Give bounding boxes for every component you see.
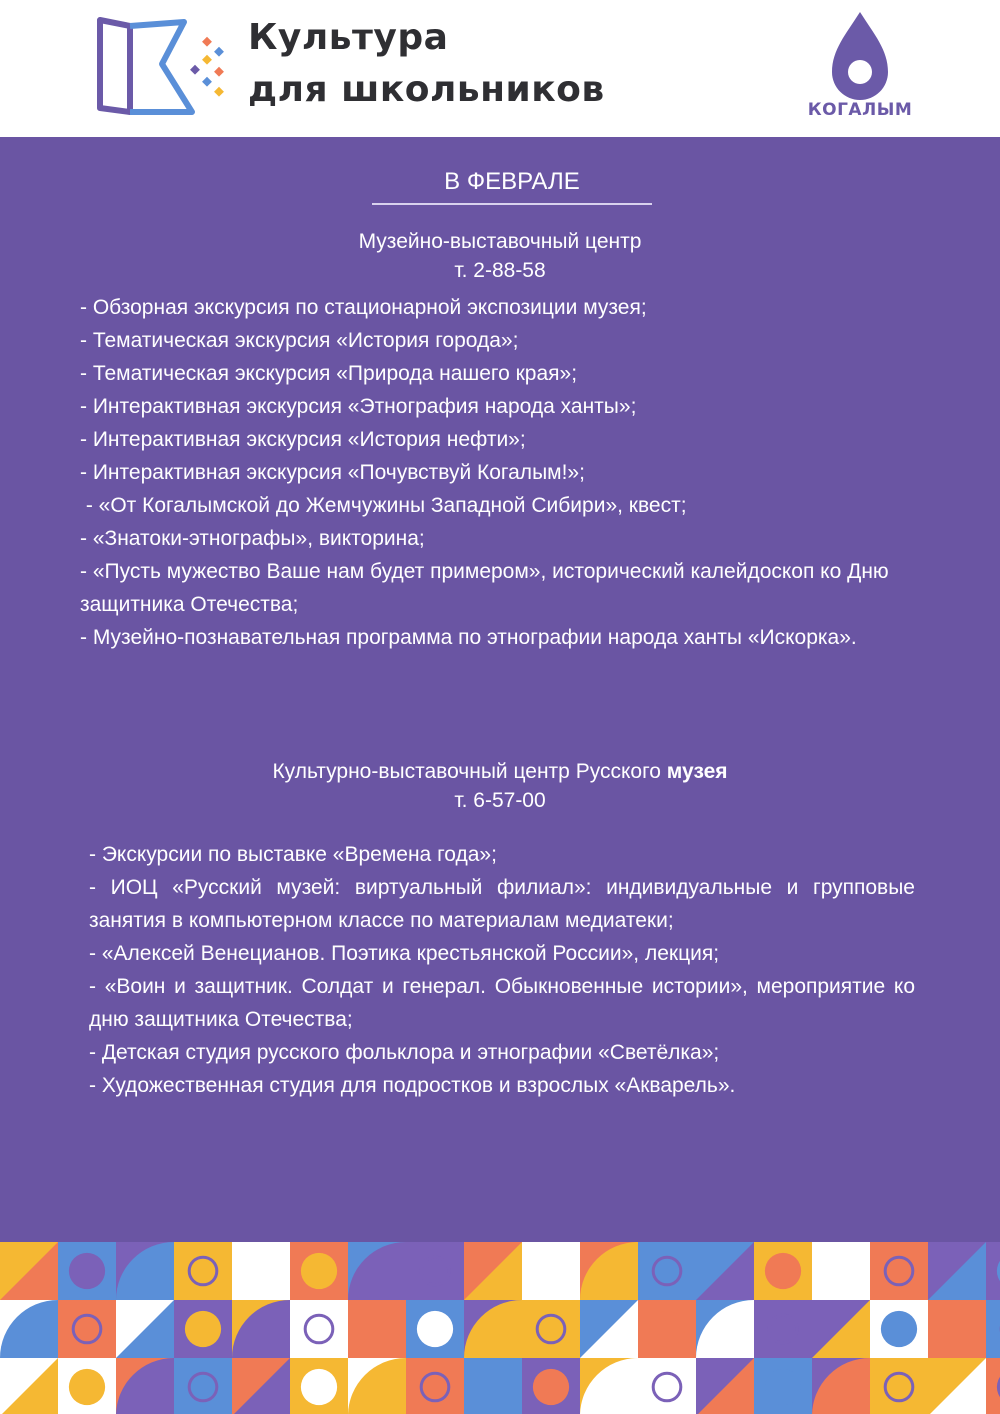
list-item: - Интерактивная экскурсия «Почувствуй Когалым!»; [80, 461, 585, 484]
pattern-tile [696, 1242, 754, 1300]
pattern-tile [290, 1242, 348, 1300]
lyre-icon [406, 1358, 464, 1414]
pattern-tile [58, 1242, 116, 1300]
egg-icon [638, 1358, 696, 1414]
russian-museum-events-list [89, 838, 915, 1102]
list-item: - Художественная студия для подростков и взрослых «Акварель». [89, 1074, 736, 1097]
pattern-tile [812, 1358, 870, 1414]
palette-icon [522, 1300, 580, 1358]
pattern-tile [174, 1300, 232, 1358]
pattern-tile [812, 1242, 870, 1300]
pattern-tile [464, 1242, 522, 1300]
pattern-tile [986, 1242, 1000, 1300]
pattern-tile [928, 1300, 986, 1358]
pattern-tile [290, 1358, 348, 1414]
pattern-tile [696, 1300, 754, 1358]
pattern-tile [464, 1300, 522, 1358]
pattern-tile [580, 1242, 638, 1300]
pattern-tile [464, 1358, 522, 1414]
decorative-pattern-border [0, 1242, 1000, 1414]
title-divider [372, 203, 652, 205]
list-item: - Обзорная экскурсия по стационарной экспозиции музея; [80, 296, 647, 319]
column-icon [174, 1358, 232, 1414]
egg-icon [290, 1300, 348, 1358]
city-name: КОГАЛЫМ [807, 100, 913, 120]
pattern-tile [870, 1300, 928, 1358]
pattern-tile [232, 1300, 290, 1358]
pattern-tile [348, 1242, 406, 1300]
pattern-tile [638, 1300, 696, 1358]
pattern-tile [754, 1358, 812, 1414]
pattern-tile [522, 1358, 580, 1414]
pattern-tile [232, 1242, 290, 1300]
list-item: - Экскурсии по выставке «Времена года»; [89, 843, 497, 866]
pattern-tile [696, 1358, 754, 1414]
list-item: - ИОЦ «Русский музей: виртуальный филиал»: индивидуальные и групповые занятия в компьютерном классе по материалам медиатеки; [89, 876, 915, 932]
pattern-tile [754, 1242, 812, 1300]
pattern-tile [580, 1358, 638, 1414]
pattern-tile [348, 1300, 406, 1358]
list-item: - «Знатоки-этнографы», викторина; [80, 527, 425, 550]
pattern-tile [580, 1300, 638, 1358]
palette-icon [174, 1242, 232, 1300]
brand-title-line2: для школьников [248, 69, 605, 110]
culture-logo-icon [92, 12, 232, 120]
pattern-tile [522, 1242, 580, 1300]
list-item: - «Пусть мужество Ваше нам будет примером», исторический калейдоскоп ко Дню защитника Отечества; [80, 560, 889, 616]
pattern-tile [58, 1358, 116, 1414]
list-item: - Интерактивная экскурсия «Этнография народа ханты»; [80, 395, 637, 418]
book-icon [986, 1300, 1000, 1358]
museum-center-name: Музейно-выставочный центр [358, 230, 642, 253]
pattern-tile [812, 1300, 870, 1358]
pattern-tile [232, 1358, 290, 1414]
russian-museum-name-text: Культурно-выставочный центр Русского [272, 760, 667, 783]
pattern-tile [406, 1300, 464, 1358]
list-item: - Детская студия русского фольклора и этнографии «Светёлка»; [89, 1041, 720, 1064]
pattern-tile [0, 1300, 58, 1358]
list-item: - «От Когалымской до Жемчужины Западной Сибири», квест; [80, 494, 687, 517]
pattern-tile [928, 1358, 986, 1414]
month-title: В ФЕВРАЛЕ [444, 168, 580, 195]
russian-museum-center-phone: т. 6-57-00 [454, 789, 546, 812]
pattern-tile [986, 1358, 1000, 1414]
pattern-tile [116, 1300, 174, 1358]
palette-icon [870, 1358, 928, 1414]
list-item: - Тематическая экскурсия «История города»; [80, 329, 519, 352]
list-item: - «Воин и защитник. Солдат и генерал. Обыкновенные истории», мероприятие ко дню защитника Отечества; [89, 975, 915, 1031]
brand-title-line1: Культура [248, 17, 449, 58]
pattern-tile [116, 1358, 174, 1414]
pattern-tile [116, 1242, 174, 1300]
book-icon [638, 1242, 696, 1300]
pattern-tile [928, 1242, 986, 1300]
museum-center-phone: т. 2-88-58 [454, 259, 546, 282]
museum-events-list [80, 291, 920, 654]
lyre-icon [58, 1300, 116, 1358]
pattern-tile [0, 1358, 58, 1414]
list-item: - Интерактивная экскурсия «История нефти»; [80, 428, 526, 451]
russian-museum-name-bold: музея [666, 760, 728, 783]
column-icon [870, 1242, 928, 1300]
pattern-tile [348, 1358, 406, 1414]
sun-icon [754, 1300, 812, 1358]
page-header [0, 0, 1000, 137]
pattern-tile [0, 1242, 58, 1300]
list-item: - Тематическая экскурсия «Природа нашего края»; [80, 362, 578, 385]
sun-icon [406, 1242, 464, 1300]
list-item: - Музейно-познавательная программа по этнографии народа ханты «Искорка». [80, 626, 857, 649]
russian-museum-center-name [0, 758, 1000, 785]
list-item: - «Алексей Венецианов. Поэтика крестьянской России», лекция; [89, 942, 720, 965]
